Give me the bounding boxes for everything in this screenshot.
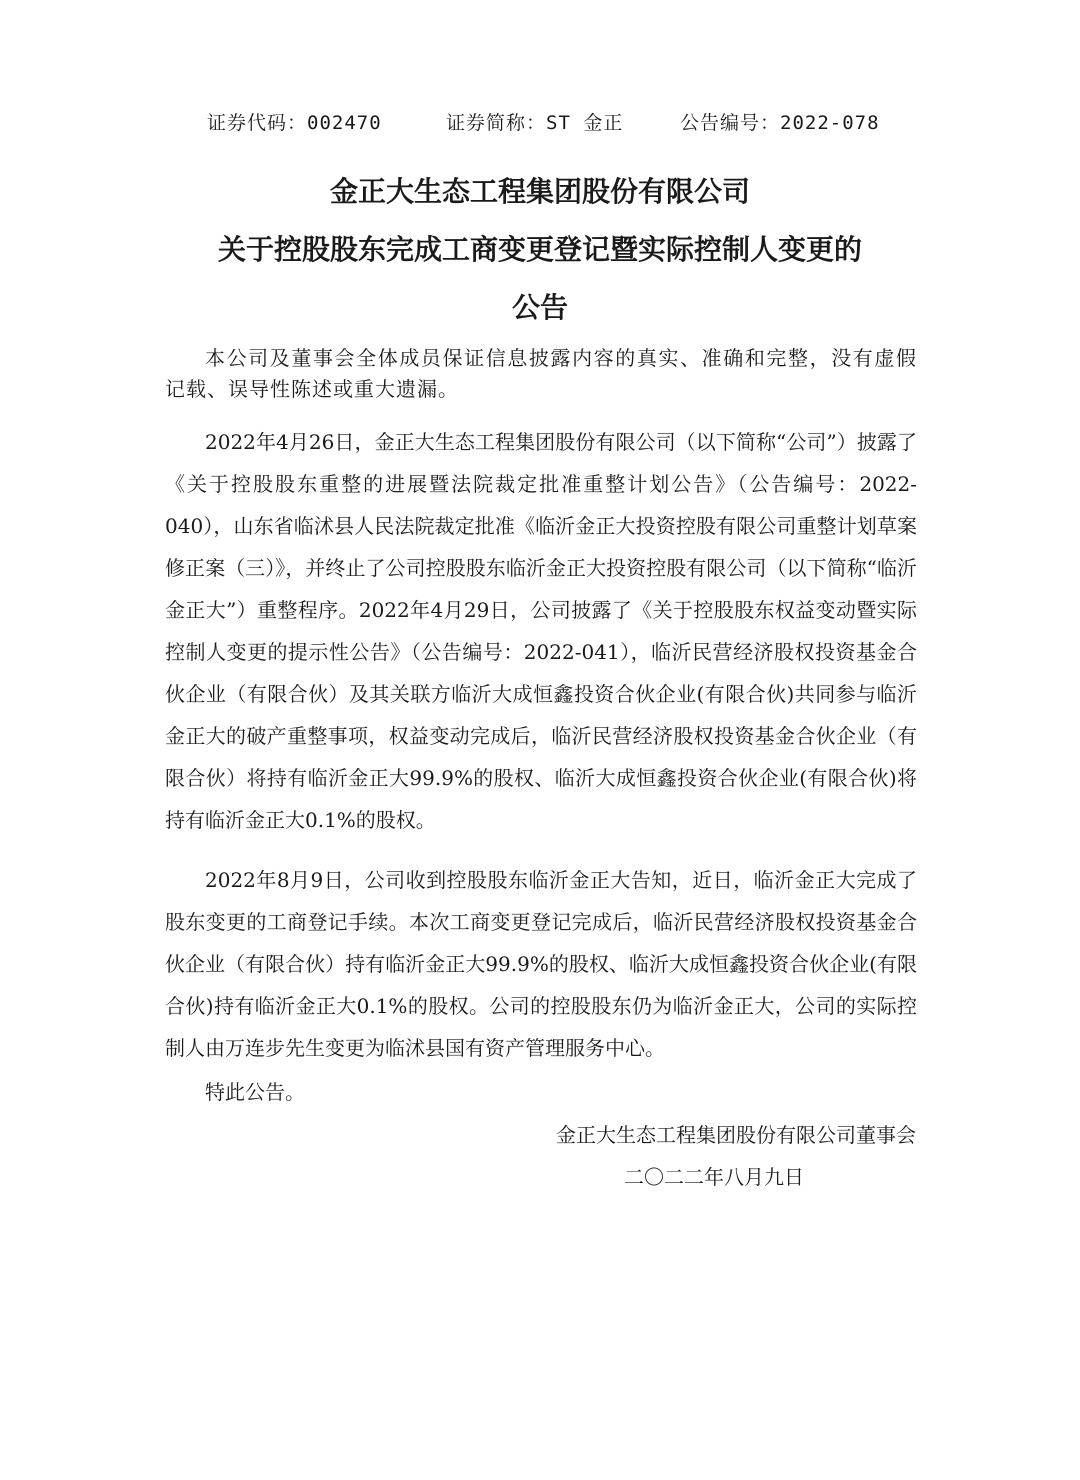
- board-statement: 本公司及董事会全体成员保证信息披露内容的真实、准确和完整，没有虚假记载、误导性陈述或重大遗漏。: [165, 346, 917, 401]
- notice-number: 公告编号：2022-078: [680, 112, 880, 134]
- title-company: 金正大生态工程集团股份有限公司: [329, 175, 750, 208]
- paragraph-closing: 特此公告。: [205, 1080, 305, 1104]
- security-abbreviation: 证券简称：ST 金正: [446, 112, 624, 134]
- title-notice: 公告: [511, 291, 568, 324]
- paragraph-background: 2022年4月26日，金正大生态工程集团股份有限公司（以下简称“公司”）披露了《关于控股股东重整的进展暨法院裁定批准重整计划公告》（公告编号：2022-040），山东省临沭县人民法院裁定批准《临沂金正大投资控股有限公司重整计划草案修正案（三）》，并终止了公司控股股东临沂金正大投资控股有限公司（以下简称“临沂金正大”）重整程序。2022年4月29日，公司披露了《关于控股股东权益变动暨实际控制人变更的提示性公告》（公告编号：2022-041），临沂民营经济股权投资基金合伙企业（有限合伙）及其关联方临沂大成恒鑫投资合伙企业(有限合伙)共同参与临沂金正大的破产重整事项，权益变动完成后，临沂民营经济股权投资基金合伙企业（有限合伙）将持有临沂金正大99.9%的股权、临沂大成恒鑫投资合伙企业(有限合伙)将持有临沂金正大0.1%的股权。: [165, 430, 917, 832]
- signature-date: 二〇二二年八月九日: [624, 1165, 804, 1189]
- document-header: [0, 108, 1080, 138]
- title-subject: 关于控股股东完成工商变更登记暨实际控制人变更的: [217, 233, 862, 266]
- signature-organization: 金正大生态工程集团股份有限公司董事会: [556, 1123, 916, 1147]
- paragraph-registration: 2022年8月9日，公司收到控股股东临沂金正大告知，近日，临沂金正大完成了股东变更的工商登记手续。本次工商变更登记完成后，临沂民营经济股权投资基金合伙企业（有限合伙）持有临沂金正大99.9%的股权、临沂大成恒鑫投资合伙企业(有限合伙)持有临沂金正大0.1%的股权。公司的控股股东仍为临沂金正大，公司的实际控制人由万连步先生变更为临沭县国有资产管理服务中心。: [165, 868, 917, 1060]
- security-code: 证券代码：002470: [207, 112, 382, 134]
